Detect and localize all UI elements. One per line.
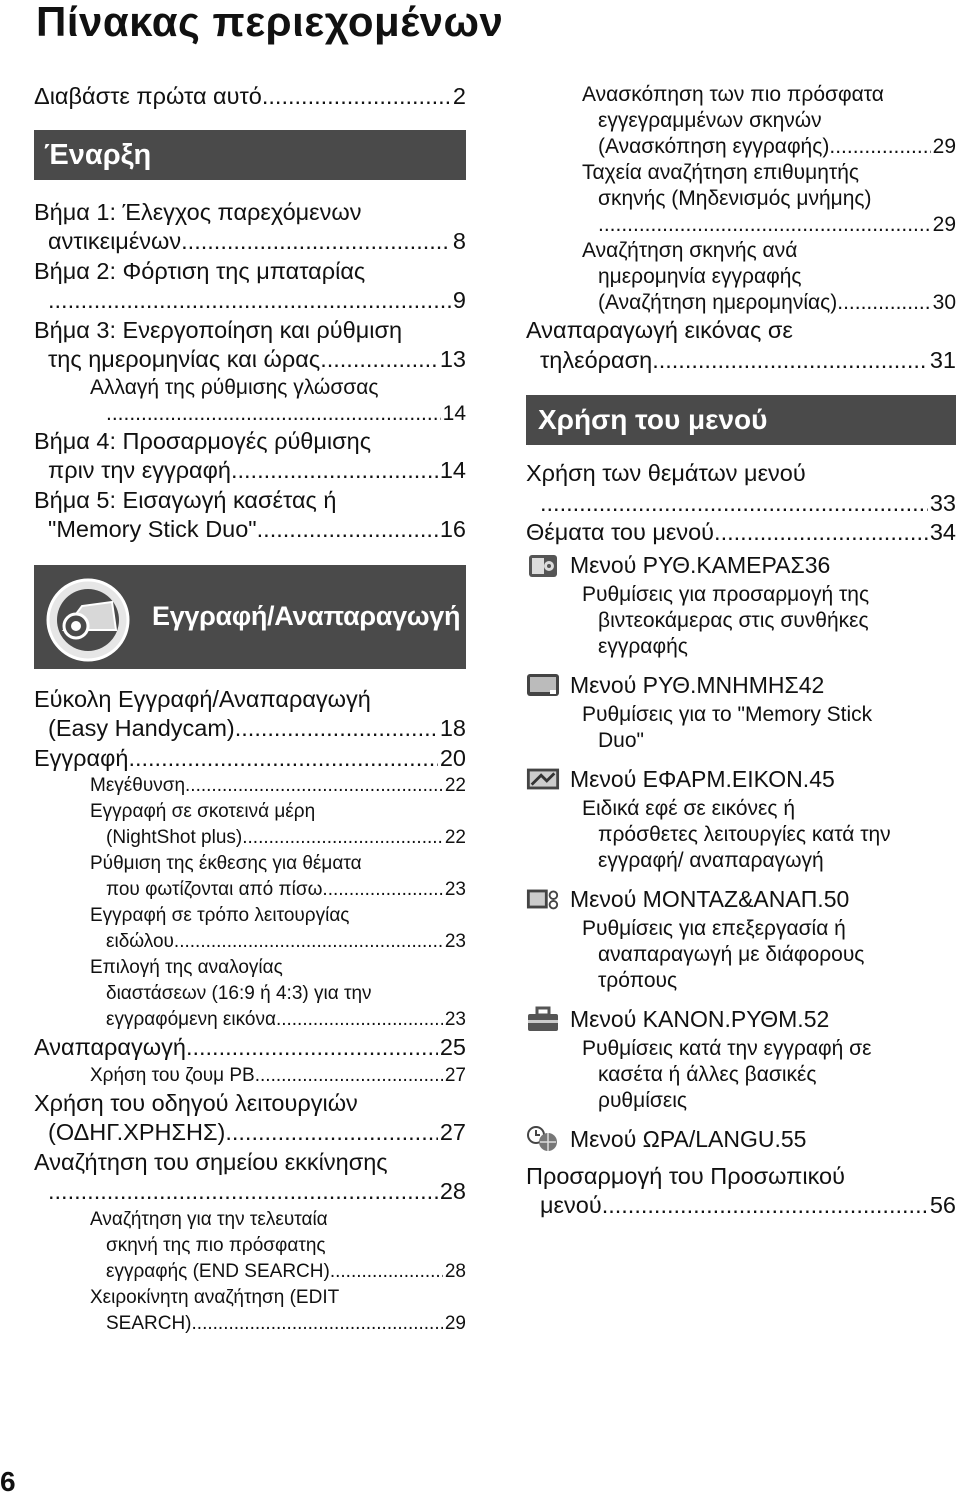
toc-entry-line xyxy=(34,486,466,516)
toc-entry xyxy=(34,1207,466,1285)
toc-page-number: 23 xyxy=(444,931,466,952)
menu-entry-text xyxy=(570,668,956,702)
toc-entry-line xyxy=(90,1207,466,1233)
toc-entry-text: Μεγέθυνση xyxy=(90,775,186,796)
toc-entry-text: Διαβάστε πρώτα αυτό xyxy=(34,83,262,109)
toc-entry xyxy=(34,198,466,257)
toc-entry-line xyxy=(34,456,466,486)
menu-description-line: Ρυθμίσεις για το "Memory Stick xyxy=(582,702,873,726)
toc-page-number: 31 xyxy=(929,346,956,373)
toc-entry-text: της ημερομηνίας και ώρας xyxy=(48,346,321,372)
toc-entry-line xyxy=(34,1177,466,1207)
toc-entry-text: Βήμα 1: Έλεγχος παρεχόμενων xyxy=(34,198,362,225)
toc-entry-text: σκηνής (Μηδενισμός μνήμης) xyxy=(598,187,872,210)
camera-settings-icon xyxy=(526,551,560,579)
toc-entry-line xyxy=(34,427,466,457)
toc-dot-leader xyxy=(255,1063,443,1089)
toc-entry-line xyxy=(34,316,466,346)
toc-entry-line xyxy=(90,1285,466,1311)
menu-entry-label: Μενού ΡΥΘ.ΚΑΜΕΡΑΣ xyxy=(570,551,805,578)
toc-entry xyxy=(526,238,956,316)
toc-entry-text: ημερομηνία εγγραφής xyxy=(598,265,802,288)
toc-page-number: 14 xyxy=(442,401,466,425)
toc-entry-text: "Memory Stick Duo" xyxy=(48,516,257,542)
toc-entry-text: Χρήση του οδηγού λειτουργιών xyxy=(34,1089,358,1116)
toc-entry xyxy=(34,1033,466,1063)
toc-page-number: 13 xyxy=(439,346,466,372)
toc-entry-line xyxy=(526,1191,956,1221)
toc-list-menu-intro xyxy=(526,459,956,548)
menu-description-line: Ειδικά εφέ σε εικόνες ή xyxy=(582,796,796,820)
toc-entry-text: Βήμα 5: Εισαγωγή κασέτας ή xyxy=(34,486,337,513)
menu-entry xyxy=(526,548,956,582)
toc-dot-leader xyxy=(257,515,438,545)
toc-entry-text: (Ανασκόπηση εγγραφής) xyxy=(598,135,830,158)
menu-entry-text xyxy=(570,762,956,796)
menu-entry xyxy=(526,1002,956,1036)
menu-entry-description xyxy=(526,702,956,754)
toc-entry-line xyxy=(526,489,956,519)
toc-page-number: 28 xyxy=(439,1178,466,1204)
clock-globe-icon xyxy=(526,1125,560,1153)
toc-page-number: 42 xyxy=(798,671,825,698)
toc-dot-leader xyxy=(174,929,443,955)
toc-entry xyxy=(34,1063,466,1089)
toc-entry-line xyxy=(526,459,956,489)
camcorder-icon xyxy=(42,572,134,662)
toc-entry-line xyxy=(90,773,466,799)
menu-entry xyxy=(526,668,956,702)
menu-entry-description xyxy=(526,1036,956,1114)
toc-dot-leader xyxy=(714,518,928,548)
toc-entry-text: εγγραφής (END SEARCH) xyxy=(106,1260,330,1282)
toolbox-icon xyxy=(526,1005,560,1033)
toc-entry-line xyxy=(526,1162,956,1192)
toc-entry xyxy=(34,486,466,545)
toc-entry-line xyxy=(34,1148,466,1178)
toc-entry-text: που φωτίζονται από πίσω xyxy=(106,879,323,900)
toc-page-number: 18 xyxy=(439,715,466,741)
memory-stick-icon xyxy=(526,671,560,699)
toc-right-column xyxy=(526,82,956,1221)
menu-description-line: Ρυθμίσεις κατά την εγγραφή σε xyxy=(582,1036,872,1060)
toc-dot-leader xyxy=(48,1177,438,1207)
menu-entry-label: Μενού ΕΦΑΡΜ.ΕΙΚΟΝ. xyxy=(570,765,810,792)
toc-entry-line xyxy=(90,1063,466,1089)
toc-entry-text: Θέματα του μενού xyxy=(526,519,715,545)
menu-entry-label: Μενού ΜΟΝΤΑΖ&ΑΝΑΠ. xyxy=(570,885,824,912)
toc-entry-line xyxy=(34,1118,466,1148)
toc-entry-line xyxy=(34,744,466,774)
toc-entry-line xyxy=(34,257,466,287)
menu-entry-text xyxy=(570,1002,956,1036)
toc-entry-line xyxy=(90,929,466,955)
toc-entry-line xyxy=(90,1311,466,1337)
toc-page-number: 23 xyxy=(444,879,466,900)
toc-entry-text: (Easy Handycam) xyxy=(48,715,235,741)
menu-description-line: Ρυθμίσεις για προσαρμογή της xyxy=(582,582,870,606)
toc-page-number: 45 xyxy=(809,765,835,792)
toc-dot-leader xyxy=(262,82,451,112)
toc-page-number: 29 xyxy=(932,135,956,158)
toc-page-number: 34 xyxy=(929,519,956,545)
toc-page-number: 33 xyxy=(929,489,956,516)
toc-page-number: 55 xyxy=(780,1125,807,1152)
toc-entry xyxy=(34,257,466,316)
toc-entry-text: Επιλογή της αναλογίας xyxy=(90,957,283,978)
toc-list-menus xyxy=(526,548,956,1156)
toc-entry xyxy=(34,375,466,427)
menu-entry-description xyxy=(526,582,956,660)
menu-description-line: βιντεοκάμερας στις συνθήκες xyxy=(598,608,869,632)
toc-entry-text: Χρήση των θεμάτων μενού xyxy=(526,460,806,486)
menu-entry xyxy=(526,762,956,796)
toc-dot-leader xyxy=(837,290,930,316)
toc-page-number: 14 xyxy=(439,457,466,483)
toc-entry-line xyxy=(34,82,466,112)
toc-page-number: 20 xyxy=(439,744,466,771)
toc-entry-line xyxy=(90,1233,466,1259)
toc-entry xyxy=(34,744,466,774)
toc-entry-text: Ανασκόπηση των πιο πρόσφατα xyxy=(582,83,884,106)
toc-entry-line xyxy=(34,714,466,744)
edit-play-icon xyxy=(526,885,560,913)
menu-entry-text xyxy=(570,1122,956,1156)
toc-dot-leader xyxy=(829,134,930,160)
toc-entry-line xyxy=(34,1033,466,1063)
toc-entry-line xyxy=(582,264,956,290)
menu-description-line: εγγραφής xyxy=(598,634,688,658)
toc-entry-text: Βήμα 2: Φόρτιση της μπαταρίας xyxy=(34,257,366,284)
section-header-start: Έναρξη xyxy=(34,130,466,180)
toc-entry-line xyxy=(582,186,956,212)
toc-page-number: 56 xyxy=(929,1192,956,1218)
toc-page-number: 22 xyxy=(444,827,466,848)
toc-entry-text: διαστάσεων (16:9 ή 4:3) για την xyxy=(106,983,372,1004)
toc-entry xyxy=(526,518,956,548)
menu-description-line: κασέτα ή άλλες βασικές xyxy=(598,1062,817,1086)
toc-dot-leader xyxy=(320,345,438,375)
toc-dot-leader xyxy=(231,456,438,486)
toc-entry-line xyxy=(34,286,466,316)
toc-entry-line xyxy=(34,227,466,257)
toc-entry-text: Αναπαραγωγή εικόνας σε xyxy=(526,317,793,343)
toc-page-number: 28 xyxy=(444,1260,466,1282)
toc-entry-text: (Αναζήτηση ημερομηνίας) xyxy=(598,291,838,314)
menu-entry-description xyxy=(526,796,956,874)
toc-entry-text: Χειροκίνητη αναζήτηση (EDIT xyxy=(90,1286,340,1308)
toc-entry-line xyxy=(90,1007,466,1033)
toc-entry-text: αντικειμένων xyxy=(48,228,182,254)
toc-intro xyxy=(34,82,466,112)
section-header-record xyxy=(34,565,466,669)
menu-description-line: Ρυθμίσεις για επεξεργασία ή xyxy=(582,916,846,940)
toc-page-number: 22 xyxy=(444,775,466,796)
toc-entry-text: Βήμα 3: Ενεργοποίηση και ρύθμιση xyxy=(34,316,403,343)
toc-entry-text: Βήμα 4: Προσαρμογές ρύθμισης xyxy=(34,427,372,454)
toc-entry-line xyxy=(526,346,956,376)
toc-entry-line xyxy=(526,518,956,548)
toc-dot-leader xyxy=(598,212,931,238)
toc-entry xyxy=(526,82,956,160)
toc-entry-line xyxy=(90,955,466,981)
menu-entry-label: Μενού ΚΑΝΟΝ.ΡΥΘΜ. xyxy=(570,1005,804,1032)
menu-entry-text xyxy=(570,882,956,916)
toc-entry-text: Εύκολη Εγγραφή/Αναπαραγωγή xyxy=(34,685,371,712)
section-record-label: Εγγραφή/Αναπαραγωγή xyxy=(152,601,461,631)
toc-entry-line xyxy=(90,375,466,401)
toc-dot-leader xyxy=(186,1033,438,1063)
toc-page-number: 27 xyxy=(444,1064,466,1086)
menu-entry-text xyxy=(570,548,956,582)
toc-entry xyxy=(34,1285,466,1337)
toc-entry xyxy=(34,955,466,1033)
toc-entry xyxy=(526,160,956,238)
toc-entry xyxy=(34,851,466,903)
toc-entry-line xyxy=(90,799,466,825)
toc-entry-text: Αλλαγή της ρύθμισης γλώσσας xyxy=(90,375,379,399)
toc-page-number: 36 xyxy=(804,551,831,578)
toc-dot-leader xyxy=(330,1259,443,1285)
toc-entry xyxy=(34,1089,466,1148)
menu-entry-label: Μενού ΡΥΘ.ΜΝΗΜΗΣ xyxy=(570,671,799,698)
toc-entry-line xyxy=(34,198,466,228)
toc-entry-text: τηλεόραση xyxy=(540,346,653,373)
toc-entry-text: σκηνή της πιο πρόσφατης xyxy=(106,1234,326,1256)
toc-entry-text: Αναζήτηση του σημείου εκκίνησης xyxy=(34,1148,388,1175)
toc-personal-menu xyxy=(526,1162,956,1221)
toc-entry-line xyxy=(34,1089,466,1119)
menu-entry xyxy=(526,882,956,916)
toc-entry-line xyxy=(582,160,956,186)
toc-list-record xyxy=(34,685,466,1337)
page-number: 6 xyxy=(0,1466,16,1497)
toc-list-start xyxy=(34,198,466,545)
toc-dot-leader xyxy=(225,1118,438,1148)
toc-entry-text: Αναζήτηση για την τελευταία xyxy=(90,1208,328,1230)
toc-entry xyxy=(34,799,466,851)
toc-page-number: 52 xyxy=(803,1005,830,1032)
toc-dot-leader xyxy=(242,825,443,851)
toc-entry xyxy=(34,685,466,744)
toc-entry-line xyxy=(582,290,956,316)
menu-entry-description xyxy=(526,916,956,994)
toc-entry-line xyxy=(34,685,466,715)
toc-entry-text: Χρήση του ζουμ PB xyxy=(90,1064,255,1086)
toc-dot-leader xyxy=(276,1007,443,1033)
toc-page-number: 25 xyxy=(439,1034,466,1060)
toc-entry-text: Προσαρμογή του Προσωπικού xyxy=(526,1162,845,1189)
toc-entry-line xyxy=(582,134,956,160)
toc-page-number: 50 xyxy=(823,885,850,912)
toc-entry-text: Εγγραφή σε τρόπο λειτουργίας xyxy=(90,905,350,926)
menu-description-line: εγγραφή/ αναπαραγωγή xyxy=(598,848,824,872)
toc-entry xyxy=(34,773,466,799)
toc-left-column xyxy=(34,82,466,1337)
toc-entry-text: ειδώλου xyxy=(106,931,174,952)
toc-entry-text: πριν την εγγραφή xyxy=(48,457,231,483)
toc-entry xyxy=(526,1162,956,1221)
toc-dot-leader xyxy=(185,773,443,799)
toc-page-number: 27 xyxy=(439,1119,466,1145)
toc-entry-line xyxy=(34,345,466,375)
toc-entry-text: Αναπαραγωγή xyxy=(34,1034,186,1060)
toc-entry xyxy=(34,427,466,486)
toc-entry-line xyxy=(90,981,466,1007)
toc-entry xyxy=(526,459,956,518)
toc-page-number: 23 xyxy=(444,1009,466,1030)
menu-entry xyxy=(526,1122,956,1156)
toc-entry-line xyxy=(90,903,466,929)
toc-dot-leader xyxy=(48,286,451,316)
section-header-menu: Χρήση του μενού xyxy=(526,395,956,445)
menu-description-line: πρόσθετες λειτουργίες κατά την xyxy=(598,822,891,846)
toc-dot-leader xyxy=(652,346,928,376)
picture-effect-icon xyxy=(526,765,560,793)
toc-entry-text: εγγραφόμενη εικόνα xyxy=(106,1009,276,1030)
page-title: Πίνακας περιεχομένων xyxy=(36,0,504,45)
toc-entry-text: (NightShot plus) xyxy=(106,827,243,848)
toc-entry xyxy=(34,1148,466,1207)
toc-dot-leader xyxy=(235,714,438,744)
toc-entry-text: Εγγραφή σε σκοτεινά μέρη xyxy=(90,801,316,822)
toc-page-number: 16 xyxy=(439,516,466,542)
toc-entry-text: Ταχεία αναζήτηση επιθυμητής xyxy=(582,161,860,184)
toc-dot-leader xyxy=(181,227,451,257)
toc-page-number: 29 xyxy=(932,213,956,236)
toc-entry-line xyxy=(526,316,956,346)
toc-entry-text: (ΟΔΗΓ.ΧΡΗΣΗΣ) xyxy=(48,1119,226,1145)
toc-list-continued xyxy=(526,82,956,375)
toc-dot-leader xyxy=(106,401,441,427)
toc-page-number: 9 xyxy=(452,287,466,313)
toc-page-number: 29 xyxy=(444,1312,466,1334)
toc-dot-leader xyxy=(128,744,437,774)
toc-entry-line xyxy=(34,515,466,545)
toc-entry-line xyxy=(90,401,466,427)
toc-entry-line xyxy=(90,851,466,877)
toc-entry-text: εγγεγραμμένων σκηνών xyxy=(598,109,822,132)
toc-entry-text: Εγγραφή xyxy=(34,744,129,771)
toc-entry-line xyxy=(90,825,466,851)
toc-dot-leader xyxy=(192,1311,443,1337)
menu-description-line: αναπαραγωγή με διάφορους xyxy=(598,942,865,966)
toc-entry-line xyxy=(90,877,466,903)
toc-entry xyxy=(526,316,956,375)
toc-entry-text: Ρύθμιση της έκθεσης για θέματα xyxy=(90,853,362,874)
menu-entry-label: Μενού ΩΡΑ/LANGU. xyxy=(570,1125,781,1152)
toc-entry xyxy=(34,316,466,375)
toc-entry-text: Αναζήτηση σκηνής ανά xyxy=(582,239,798,262)
toc-page-number: 2 xyxy=(452,83,466,109)
toc-page-number: 30 xyxy=(932,291,956,314)
menu-description-line: Duo" xyxy=(598,728,644,752)
menu-description-line: ρυθμίσεις xyxy=(598,1088,687,1112)
menu-description-line: τρόπους xyxy=(598,968,678,992)
toc-dot-leader xyxy=(540,489,928,519)
toc-dot-leader xyxy=(602,1191,928,1221)
toc-entry-line xyxy=(582,212,956,238)
toc-entry-line xyxy=(582,238,956,264)
toc-entry xyxy=(34,903,466,955)
toc-entry xyxy=(34,82,466,112)
toc-entry-text: SEARCH) xyxy=(106,1312,192,1334)
toc-page-number: 8 xyxy=(452,228,466,254)
toc-entry-line xyxy=(582,108,956,134)
toc-entry-line xyxy=(90,1259,466,1285)
toc-dot-leader xyxy=(322,877,442,903)
toc-entry-text: μενού xyxy=(540,1192,602,1218)
toc-entry-line xyxy=(582,82,956,108)
